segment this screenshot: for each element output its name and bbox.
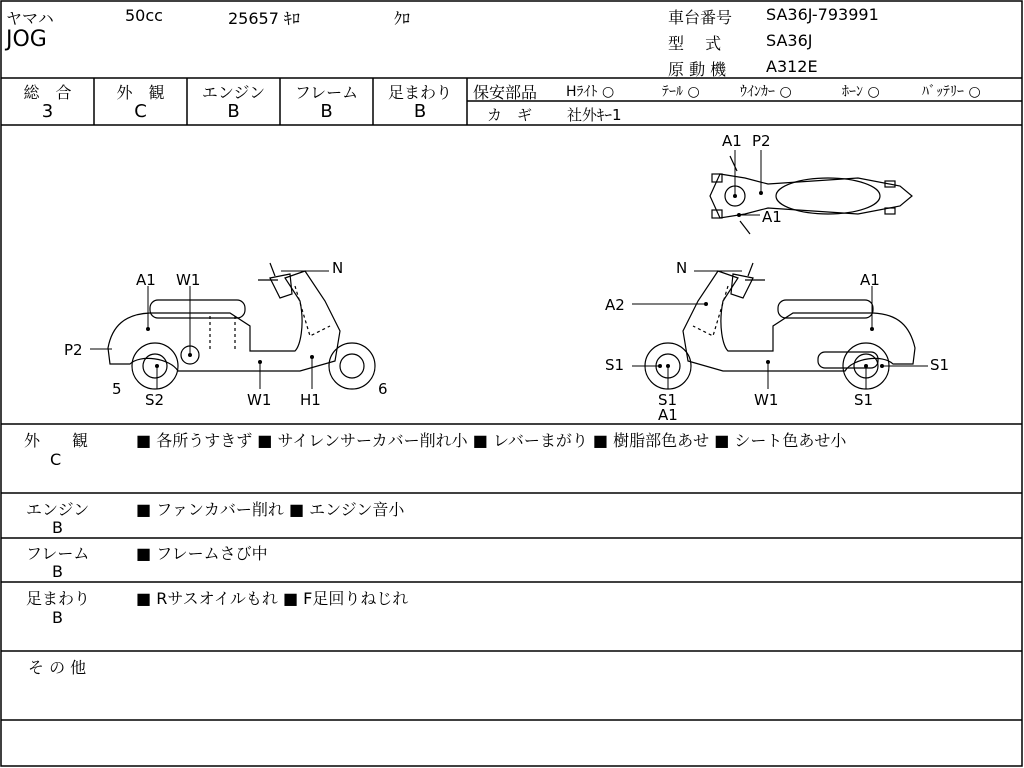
horn-status: ﾎｰﾝ ○ xyxy=(842,84,880,100)
scooter-diagram xyxy=(0,126,1024,424)
left-label-p2: P2 xyxy=(64,341,83,359)
left-label-w1: W1 xyxy=(176,271,201,289)
notes-engine-label: エンジン xyxy=(26,500,90,519)
winker-status: ｳｲﾝｶｰ ○ xyxy=(740,84,792,100)
notes-exterior-grade: C xyxy=(50,450,62,469)
frame-no: SA36J-793991 xyxy=(766,5,879,24)
notes-exterior-items: ■ 各所うすきず ■ サイレンサーカバー削れ小 ■ レバーまがり ■ 樹脂部色あせ ■ シート色あせ小 xyxy=(136,431,847,450)
battery-status: ﾊﾞｯﾃﾘｰ ○ xyxy=(922,84,981,100)
left-label-s2: S2 xyxy=(145,391,165,409)
right-label-a1-front: A1 xyxy=(658,406,678,424)
left-label-6: 6 xyxy=(378,380,388,398)
right-label-s1-rear: S1 xyxy=(854,391,874,409)
body-color: ｸﾛ xyxy=(394,9,411,28)
left-label-a1: A1 xyxy=(136,271,156,289)
frame-score-label: フレーム xyxy=(294,83,359,102)
engine-score-label: エンジン xyxy=(201,83,266,102)
key-value: 社外ｷｰ1 xyxy=(567,106,622,124)
engine-score: B xyxy=(227,101,240,122)
right-label-s1-left: S1 xyxy=(605,356,625,374)
notes-frame-grade: B xyxy=(52,562,63,581)
notes-engine-grade: B xyxy=(52,518,63,537)
right-label-s1-front: S1 xyxy=(658,391,678,409)
notes-suspension-items: ■ Rサスオイルもれ ■ F足回りねじれ xyxy=(136,589,409,608)
maker-name: ヤマハ xyxy=(6,9,54,28)
total-score-label: 総 合 xyxy=(23,83,72,102)
notes-suspension-label: 足まわり xyxy=(26,589,91,608)
tail-status: ﾃｰﾙ ○ xyxy=(662,84,700,100)
left-label-w1-bottom: W1 xyxy=(247,391,272,409)
safety-parts-label: 保安部品 xyxy=(473,83,538,102)
type-value: SA36J xyxy=(766,31,813,50)
left-label-h1: H1 xyxy=(300,391,321,409)
right-label-n: N xyxy=(676,259,688,277)
type-label: 型 式 xyxy=(668,34,722,53)
exterior-score: C xyxy=(134,101,147,122)
suspension-score: B xyxy=(413,101,427,122)
right-label-s1-right: S1 xyxy=(930,356,950,374)
total-score: 3 xyxy=(41,101,54,122)
mileage: 25657 ｷﾛ xyxy=(228,9,300,28)
displacement: 50cc xyxy=(125,6,163,25)
notes-frame-items: ■ フレームさび中 xyxy=(136,544,268,563)
frame-no-label: 車台番号 xyxy=(668,8,733,27)
right-label-w1: W1 xyxy=(754,391,779,409)
top-label-a1: A1 xyxy=(722,132,742,150)
right-label-a1: A1 xyxy=(860,271,880,289)
right-label-a2: A2 xyxy=(605,296,625,314)
left-label-5: 5 xyxy=(112,380,122,398)
notes-suspension-grade: B xyxy=(52,608,63,627)
key-label: カ ギ xyxy=(487,106,533,124)
engine-model-label: 原 動 機 xyxy=(668,60,727,79)
notes-frame-label: フレーム xyxy=(26,544,90,563)
frame-score: B xyxy=(320,101,333,122)
suspension-score-label: 足まわり xyxy=(387,83,452,102)
left-label-n: N xyxy=(332,259,344,277)
exterior-score-label: 外 観 xyxy=(116,83,165,102)
notes-exterior-label: 外 観 xyxy=(24,431,89,450)
top-label-p2: P2 xyxy=(752,132,771,150)
notes-engine-items: ■ ファンカバー削れ ■ エンジン音小 xyxy=(136,500,405,519)
headlight-status: Hﾗｲﾄ ○ xyxy=(566,84,615,100)
notes-other-label: そ の 他 xyxy=(28,658,87,677)
engine-model: A312E xyxy=(766,57,818,76)
top-label-a1-bottom: A1 xyxy=(762,208,782,226)
scooter-top-view xyxy=(710,156,912,234)
model-name: JOG xyxy=(6,27,47,52)
